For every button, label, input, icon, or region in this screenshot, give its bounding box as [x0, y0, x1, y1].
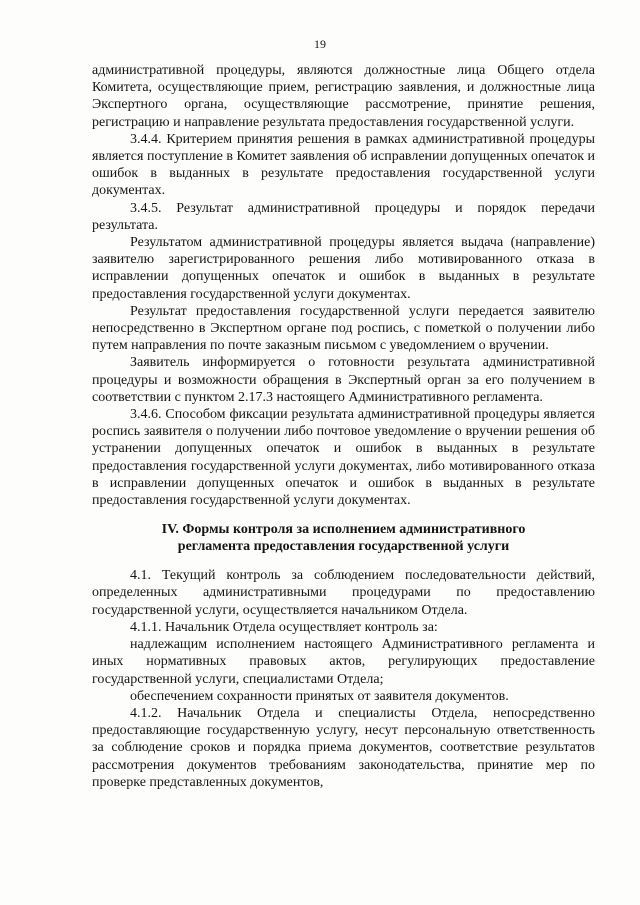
- paragraph-result-delivery: Результат предоставления государственной услуги передается заявителю непосредственно в Экспертном органе под роспись, с пометкой о получении либо путем направления по почте заказным письмом с уведомлением о вручении.: [92, 303, 595, 354]
- paragraph-3-4-5-result: 3.4.5. Результат административной процедуры и порядок передачи результата.: [92, 200, 595, 233]
- paragraph-4-1-current-control: 4.1. Текущий контроль за соблюдением последовательности действий, определенных административными процедурами по предоставлению государственной услуги, осуществляется начальником Отдела.: [92, 568, 595, 618]
- section-title-line-2: регламента предоставления государственной услуги: [177, 539, 510, 555]
- paragraph-3-4-6-fixation: 3.4.6. Способом фиксации результата административной процедуры является роспись заявителя о получении либо почтовое уведомление о вручении решения об устранении допущенных опечаток и ошибок в выданных в результате предоставления государственной услуги документах, либо мотивированного отказа в исправлении допущенных опечаток и ошибок в выданных в результате предоставления государственной услуги документах.: [92, 407, 595, 509]
- paragraph-3-4-4-criterion: 3.4.4. Критерием принятия решения в рамках административной процедуры является поступление в Комитет заявления об исправлении допущенных опечаток и ошибок в выданных в результате предоставления государственной услуги документах.: [92, 131, 595, 199]
- paragraph-result-issuance: Результатом административной процедуры является выдача (направление) заявителю зарегистрированного решения либо мотивированного отказа в исправлении допущенных опечаток и ошибок в выданных в результате предоставления государственной услуги документах.: [92, 235, 595, 302]
- paragraph-applicant-informed: Заявитель информируется о готовности результата административной процедуры и возможности обращения в Экспертный орган за его получением в соответствии с пунктом 2.17.3 настоящего Административного регламента.: [92, 355, 595, 405]
- section-title-line-1: IV. Формы контроля за исполнением административного: [161, 522, 526, 538]
- page-number: 19: [314, 37, 326, 51]
- paragraph-proper-execution: надлежащим исполнением настоящего Административного регламента и иных нормативных правовых актов, регулирующих предоставление государственной услуги, специалистами Отдела;: [92, 637, 595, 687]
- paragraph-4-1-2-responsibility: 4.1.2. Начальник Отдела и специалисты Отдела, непосредственно предоставляющие государственную услугу, несут персональную ответственность за соблюдение сроков и порядка приема документов, соответствие результатов рассмотрения документов требованиям законодательства, принятие мер по проверке представленных документов,: [92, 705, 595, 790]
- paragraph-4-1-1-head-control: 4.1.1. Начальник Отдела осуществляет контроль за:: [130, 619, 438, 635]
- page-content: [92, 62, 595, 791]
- paragraph-document-safety: обеспечением сохранности принятых от заявителя документов.: [130, 688, 509, 704]
- section-title: [92, 521, 595, 555]
- paragraph-procedure-officials: административной процедуры, являются должностные лица Общего отдела Комитета, осуществляющие прием, регистрацию заявления, и должностные лица Экспертного органа, осуществляющие рассмотрение, принятие решения, регистрацию и направление результата предоставления государственной услуги.: [92, 63, 595, 130]
